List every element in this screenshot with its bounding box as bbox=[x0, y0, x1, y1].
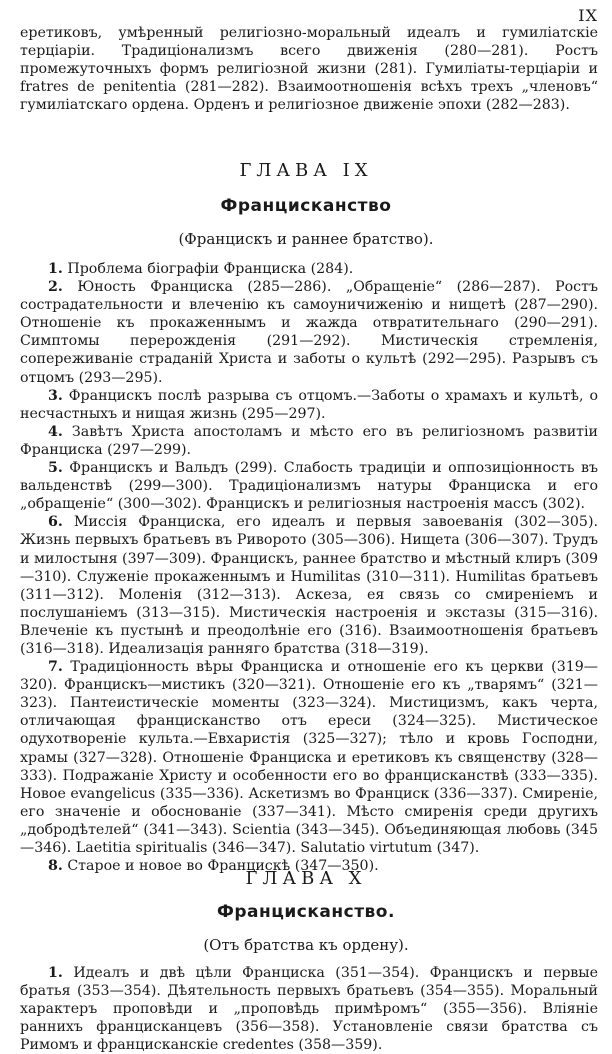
chapter-10-contents bbox=[20, 964, 598, 1054]
ch9-paragraph-6 bbox=[20, 513, 598, 658]
ch9-p8-text: Старое и новое во Францискѣ (347—350). bbox=[67, 858, 379, 875]
ch9-p5-num: 5. bbox=[48, 460, 63, 477]
chapter-9-contents bbox=[20, 260, 598, 875]
ch9-p5-text: Францискъ и Вальдъ (299). Слабость традиціи и оппозиціонность въ вальденствѣ (299—300). Традиціонализмъ натуры Франциска и его „обращеніе“ (300—302). Францискъ и религіозныя настроенія массъ (302). bbox=[20, 460, 598, 513]
chapter-10-title: Францисканство. bbox=[217, 902, 395, 922]
ch9-p1-text: Проблема біографіи Франциска (284). bbox=[67, 261, 354, 277]
ch9-p7-num: 7. bbox=[48, 659, 63, 676]
ch9-paragraph-5 bbox=[20, 459, 598, 513]
ch9-p4-text: Завѣтъ Христа апостоламъ и мѣсто его въ религіозномъ развитіи Франциска (297—299). bbox=[20, 423, 598, 458]
ch9-p3-text: Францискъ послѣ разрыва съ отцомъ.—Заботы о храмахъ и культѣ, о несчастныхъ и нищая жизнь (295—297). bbox=[20, 387, 598, 422]
chapter-9-title: Францисканство bbox=[220, 196, 392, 216]
chapter-10-subtitle: (Отъ братства къ ордену). bbox=[203, 936, 409, 954]
ch9-p7-text: Традиціонность вѣры Франциска и отношеніе его къ церкви (319—320). Францискъ—мистикъ (320—321). Отношеніе его къ „тварямъ“ (321—323). Пантеистическіе моменты (323—324). Мистицизмъ, какъ черта, отличающая францисканство отъ ереси (324—325). Мистическое одухотвореніе культа.—Евхаристія (325—327); тѣло и кровь Господни, храмы (327—328). Отношеніе Франциска и еретиковъ къ священству (328—333). Подражаніе Христу и особенности его во францисканствѣ (333—335). Новое evangelicus (335—336). Аскетизмъ во Франциск (336—337). Смиреніе, его значеніе и обоснованіе (337—341). Мѣсто смиренія среди другихъ „добродѣтелей“ (341—343). Scientia (343—345). Объединяющая любовь (345—346). Laetitia spiritualis (346—347). Salutatio virtutum (347). bbox=[20, 659, 598, 856]
ch9-p6-num: 6. bbox=[48, 514, 63, 531]
ch10-p1-num: 1. bbox=[48, 965, 63, 981]
ch9-p8-num: 8. bbox=[48, 858, 63, 875]
ch10-p1-text: Идеалъ и двѣ цѣли Франциска (351—354). Францискъ и первые братья (353—354). Дѣятельность первыхъ братьевъ (354—355). Моральный характеръ проповѣди и „проповѣдь примѣромъ“ (355—356). Вліяніе раннихъ францисканцевъ (356—358). Установленіе связи братства съ Римомъ и францисканскіе credentes (358—359). bbox=[20, 965, 598, 1054]
ch10-paragraph-1 bbox=[20, 964, 598, 1054]
ch9-p6-text: Миссія Франциска, его идеалъ и первыя завоеванія (302—305). Жизнь первыхъ братьевъ въ Риворото (305—306). Нищета (306—307). Трудъ и милостыня (397—309). Францискъ, раннее братство и мѣстный клиръ (309—310). Служеніе прокаженнымъ и Humilitas (310—311). Humilitas братьевъ (311—312). Моленія (312—313). Аскеза, ея связь со смиреніемъ и послушаніемъ (313—315). Мистическія настроенія и экстазы (315—316). Влеченіе къ пустынѣ и преодолѣніе его (316). Взаимоотношенія братьевъ (316—318). Идеализація ранняго братства (318—319). bbox=[20, 514, 598, 657]
intro-text: еретиковъ, умѣренный религіозно-моральный идеалъ и гумиліатскіе терціаріи. Традиціонализмъ всего движенія (280—281). Ростъ промежуточныхъ формъ религіозной жизни (281). Гумиліаты-терціаріи и fratres de penitentia (281—282). Взаимоотношенія всѣхъ трехъ „членовъ“ гумиліатскаго ордена. Орденъ и религіозное движеніе эпохи (282—283). bbox=[20, 25, 598, 114]
ch9-paragraph-3 bbox=[20, 387, 598, 423]
chapter-9-subtitle: (Францискъ и раннее братство). bbox=[178, 230, 434, 248]
ch9-p2-num: 2. bbox=[48, 279, 63, 296]
ch9-p1-num: 1. bbox=[48, 261, 63, 277]
ch9-paragraph-2 bbox=[20, 278, 598, 387]
ch9-paragraph-1 bbox=[20, 260, 598, 278]
ch9-p2-text: Юность Франциска (285—286). „Обращеніе“ (286—287). Ростъ сострадательности и влеченію къ самоуничиженію и нищетѣ (287—290). Отношеніе къ прокаженнымъ и жажда отвратительнаго (290—291). Симптомы перерожденія (291—292). Мистическія стремленія, сопереживаніе страданій Христа и заботы о культѣ (292—295). Разрывъ съ отцомъ (293—295). bbox=[20, 279, 598, 386]
page-number: IX bbox=[578, 6, 598, 25]
ch9-paragraph-4 bbox=[20, 423, 598, 459]
intro-paragraph bbox=[20, 24, 598, 114]
chapter-10-heading: ГЛАВА X bbox=[245, 868, 367, 889]
ch9-p3-num: 3. bbox=[48, 387, 63, 404]
chapter-9-heading: ГЛАВА IX bbox=[239, 160, 373, 181]
ch9-p4-num: 4. bbox=[48, 423, 63, 440]
ch9-paragraph-7 bbox=[20, 658, 598, 857]
